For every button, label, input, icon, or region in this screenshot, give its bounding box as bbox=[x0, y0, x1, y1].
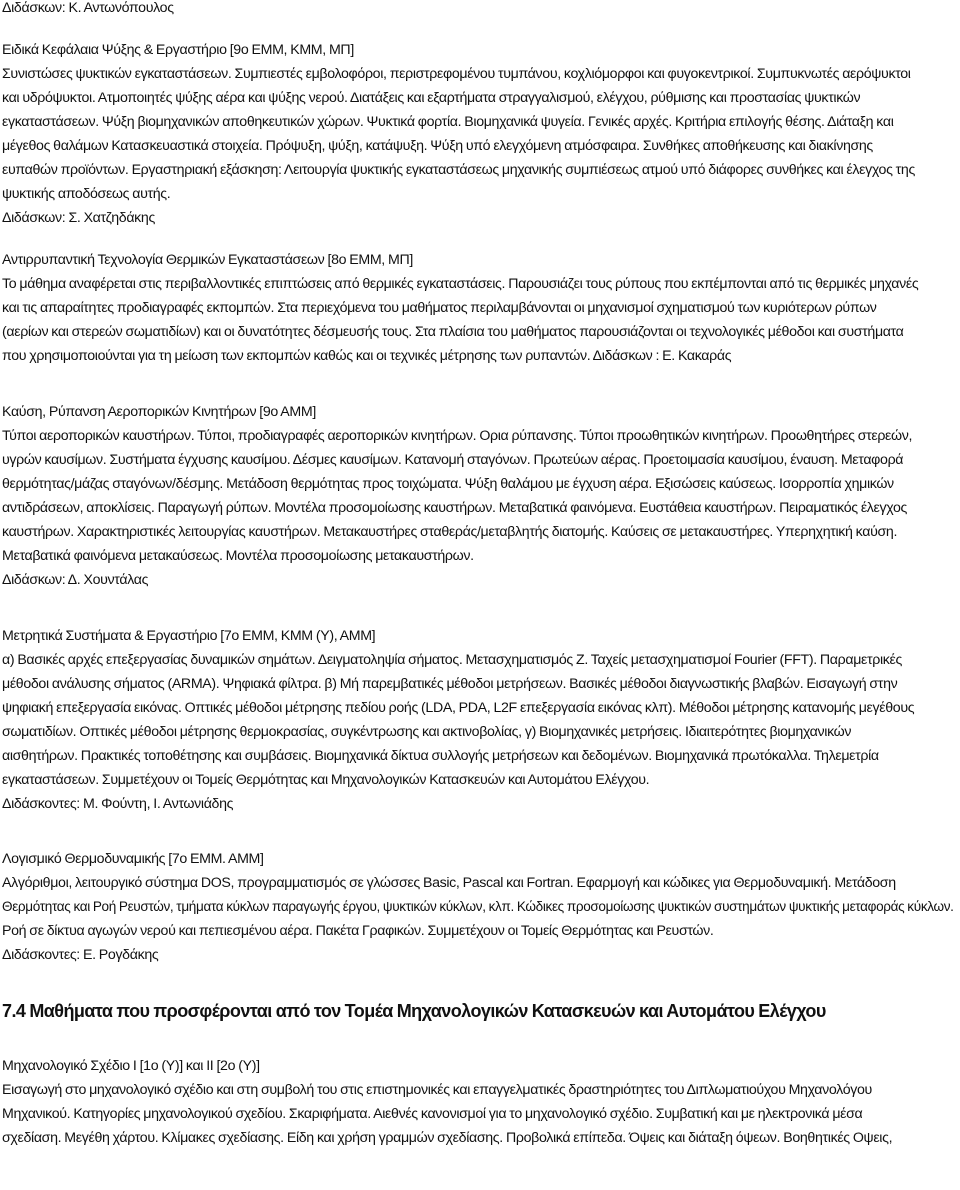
body-line: Συνιστώσες ψυκτικών εγκαταστάσεων. Συμπιεστές εμβολοφόροι, περιστρεφομένου τυμπάνου, κοχλιόμορφοι και φυγοκεντρικοί. Συμπυκνωτές αερόψυκτοι bbox=[2, 66, 911, 82]
body-line: Μεταβατικά φαινόμενα μετακαύσεως. Μοντέλα προσομοίωσης μετακαυστήρων. bbox=[2, 548, 474, 564]
body-line: μέθοδοι ανάλυσης σήματος (ARMA). Ψηφιακά φίλτρα. β) Μή παρεμβατικές μέθοδοι μετρήσεων. Βασικές μέθοδοι διαγνωστικής βλαβών. Εισαγωγή στην bbox=[2, 676, 898, 692]
body-line: εγκαταστάσεων. Ψύξη βιομηχανικών αποθηκευτικών χώρων. Ψυκτικά φορτία. Βιομηχανικά ψυγεία. Γενικές αρχές. Κριτήρια επιλογής θέσης. Διάταξη και bbox=[2, 114, 894, 130]
body-line: Θερμότητας και Ροή Ρευστών, τμήματα κύκλων παραγωγής έργου, ψυκτικών κύκλων, κλπ. Κώδικες προσομοίωσης ψυκτικών συστημάτων ψυκτικής μεταφοράς κύκλων. bbox=[2, 899, 954, 915]
body-line: ψηφιακή επεξεργασία εικόνας. Οπτικές μέθοδοι μέτρησης πεδίου ροής (LDA, PDA, L2F επεξεργασία εικόνας κλπ). Μέθοδοι μέτρησης κατανομής μεγέθους bbox=[2, 700, 915, 716]
body-line: μέγεθος θαλάμων Κατασκευαστικά στοιχεία. Πρόψυξη, ψύξη, κατάψυξη. Ψύξη υπό ελεγχόμενη ατμόσφαιρα. Συνθήκες αποθήκευσης και διακίνησης bbox=[2, 138, 873, 154]
body-line: θερμότητας/μάζας σταγόνων/δέσμης. Μετάδοση θερμότητας προς τοιχώματα. Ψύξη θαλάμου με έγχυση αέρα. Εξισώσεις καύσεως. Ισορροπία χημικών bbox=[2, 476, 894, 492]
body-line: Ροή σε δίκτυα αγωγών νερού και πεπιεσμένου αέρα. Πακέτα Γραφικών. Συμμετέχουν οι Τομείς Θερμότητας και Ρευστών. bbox=[2, 923, 714, 939]
body-line: εγκαταστάσεων. Συμμετέχουν οι Τομείς Θερμότητας και Μηχανολογικών Κατασκευών και Αυτομάτου Ελέγχου. bbox=[2, 772, 650, 788]
course-title: Λογισμικό Θερμοδυναμικής [7ο ΕΜΜ. ΑΜΜ] bbox=[2, 851, 264, 867]
body-line: α) Βασικές αρχές επεξεργασίας δυναμικών σημάτων. Δειγματοληψία σήματος. Μετασχηματισμός Ζ. Ταχείς μετασχηματισμοί Fourier (FFT). Παραμετρικές bbox=[2, 652, 903, 668]
instructor-line: Διδάσκων: Κ. Αντωνόπουλος bbox=[2, 0, 174, 16]
body-line: Τύποι αεροπορικών καυστήρων. Τύποι, προδιαγραφές αεροπορικών κινητήρων. Ορια ρύπανσης. Τύποι προωθητικών κινητήρων. Προωθητήρες στερεών, bbox=[2, 428, 913, 444]
course-title: Ειδικά Κεφάλαια Ψύξης & Εργαστήριο [9ο ΕΜΜ, ΚΜΜ, ΜΠ] bbox=[2, 42, 354, 58]
body-line: Μηχανικού. Κατηγορίες μηχανολογικού σχεδίου. Σκαριφήματα. Αιεθνές κανονισμοί για το μηχανολογικό σχέδιο. Συμβατική και με ηλεκτρονικά μέσα bbox=[2, 1106, 863, 1122]
body-line: (αερίων και στερεών σωματιδίων) και οι δυνατότητες δέσμευσής τους. Στα πλαίσια του μαθήματος παρουσιάζονται οι τεχνολογικές μέθοδοι και συστήματα bbox=[2, 324, 904, 340]
body-line: καυστήρων. Χαρακτηριστικές λειτουργίας καυστήρων. Μετακαυστήρες σταθεράς/μεταβλητής διατομής. Καύσεις σε μετακαυστήρες. Υπερηχητική καύση. bbox=[2, 524, 898, 540]
instructor-line: Διδάσκων: Σ. Χατζηδάκης bbox=[2, 210, 155, 226]
body-line: σχεδίαση. Μεγέθη χάρτου. Κλίμακες σχεδίασης. Είδη και χρήση γραμμών σχεδίασης. Προβολικά επίπεδα. Όψεις και διάταξη όψεων. Βοηθητικές Οψεις, bbox=[2, 1130, 893, 1146]
body-line: ψυκτικής αποδόσεως αυτής. bbox=[2, 186, 171, 202]
body-line: υγρών καυσίμων. Συστήματα έγχυσης καυσίμου. Δέσμες καυσίμων. Κατανομή σταγόνων. Πρωτεύων αέρας. Προετοιμασία καυσίμου, έναυση. Μεταφορά bbox=[2, 452, 904, 468]
instructor-line: Διδάσκων: Δ. Χουντάλας bbox=[2, 572, 149, 588]
body-line: που χρησιμοποιούνται για τη μείωση των εκπομπών καθώς και οι τεχνικές μέτρησης των ρυπαντών. Διδάσκων : Ε. Κακαράς bbox=[2, 348, 732, 364]
course-title: Αντιρρυπαντική Τεχνολογία Θερμικών Εγκαταστάσεων [8ο ΕΜΜ, ΜΠ] bbox=[2, 252, 413, 268]
section-heading: 7.4 Μαθήματα που προσφέρονται από τον Τομέα Μηχανολογικών Κατασκευών και Αυτομάτου Ελέγχου bbox=[2, 1001, 826, 1021]
body-line: Αλγόριθμοι, λειτουργικό σύστημα DOS, προγραμματισμός σε γλώσσες Basic, Pascal και Fortran. Εφαρμογή και κώδικες για Θερμοδυναμική. Μετάδοση bbox=[2, 875, 896, 891]
body-line: σωματιδίων. Οπτικές μέθοδοι μέτρησης θερμοκρασίας, συγκέντρωσης και ακτινοβολίας, γ) Βιομηχανικές μετρήσεις. Ιδιαιτερότητες βιομηχανικών bbox=[2, 724, 852, 740]
body-line: ευπαθών προϊόντων. Εργαστηριακή εξάσκηση: Λειτουργία ψυκτικής εγκαταστάσεως μηχανικής συμπιέσεως ατμού υπό διάφορες συνθήκες και έλεγχος της bbox=[2, 162, 915, 178]
instructor-line: Διδάσκοντες: Ε. Ρογδάκης bbox=[2, 947, 159, 963]
body-line: αντιδράσεων, αποκλίσεις. Παραγωγή ρύπων. Μοντέλα προσομοίωσης καυστήρων. Μεταβατικά φαινόμενα. Ευστάθεια καυστήρων. Πειραματικός έλεγχος bbox=[2, 500, 907, 516]
body-line: Εισαγωγή στο μηχανολογικό σχέδιο και στη συμβολή του στις επιστημονικές και επαγγελματικές δραστηριότητες του Διπλωματιούχου Μηχανολόγου bbox=[2, 1082, 872, 1098]
course-title: Μετρητικά Συστήματα & Εργαστήριο [7ο ΕΜΜ, ΚΜΜ (Υ), ΑΜΜ] bbox=[2, 628, 376, 644]
course-title: Μηχανολογικό Σχέδιο Ι [1ο (Υ)] και ΙΙ [2ο (Υ)] bbox=[2, 1058, 260, 1074]
body-line: και υδρόψυκτοι. Ατμοποιητές ψύξης αέρα και ψύξης νερού. Διατάξεις και εξαρτήματα στραγγαλισμού, ελέγχου, ρύθμισης και προστασίας ψυκτικών bbox=[2, 90, 861, 106]
body-line: και τις απαραίτητες προδιαγραφές εκπομπών. Στα περιεχόμενα του μαθήματος περιλαμβάνονται οι μηχανισμοί σχηματισμού των κυριότερων ρύπων bbox=[2, 300, 877, 316]
body-line: Το μάθημα αναφέρεται στις περιβαλλοντικές επιπτώσεις από θερμικές εγκαταστάσεις. Παρουσιάζει τους ρύπους που εκπέμπονται από τις θερμικές μηχανές bbox=[2, 276, 919, 292]
instructor-line: Διδάσκοντες: Μ. Φούντη, Ι. Αντωνιάδης bbox=[2, 796, 234, 812]
course-title: Καύση, Ρύπανση Αεροπορικών Κινητήρων [9ο ΑΜΜ] bbox=[2, 404, 316, 420]
body-line: αισθητήρων. Πρακτικές τοποθέτησης και συμβάσεις. Βιομηχανικά δίκτυα συλλογής μετρήσεων και δεδομένων. Βιομηχανικά πρωτόκαλλα. Τηλεμετρία bbox=[2, 748, 879, 764]
